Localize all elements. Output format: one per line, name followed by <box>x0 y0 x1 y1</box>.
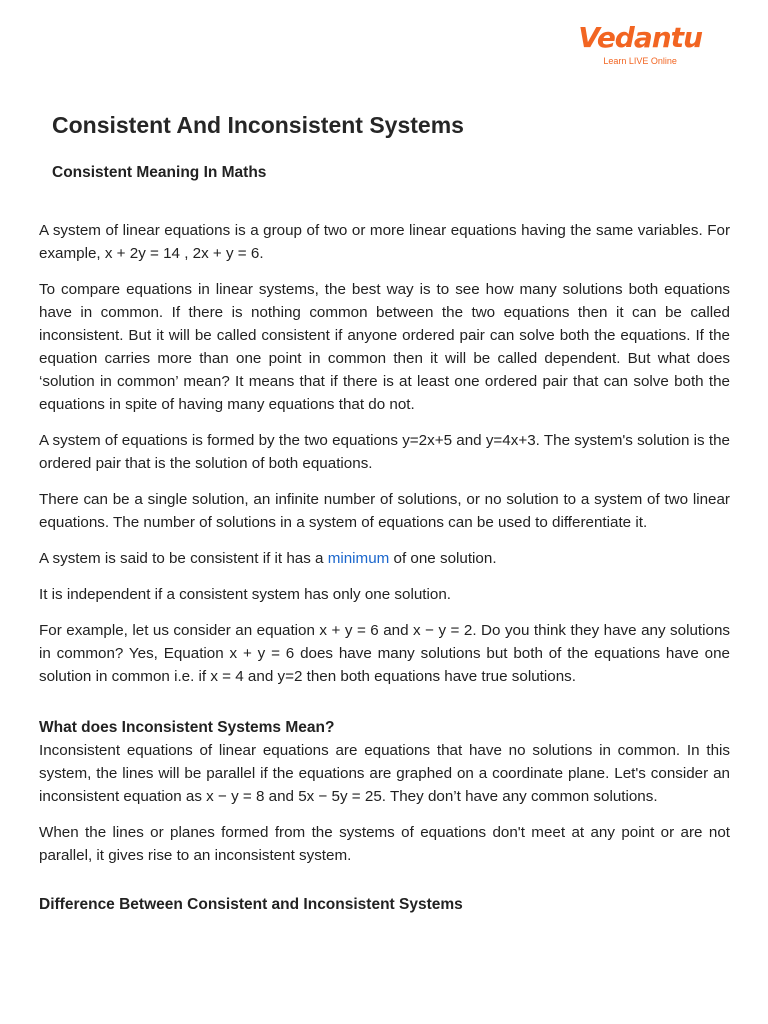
section-subtitle: Consistent Meaning In Maths <box>52 164 267 181</box>
paragraph: For example, let us consider an equation x + y = 6 and x − y = 2. Do you think they have any solutions in common? Yes, Equation x + y = 6 does have many solutions but both of the equations have one solution in common i.e. if x = 4 and y=2 then both equations have true solutions. <box>39 622 730 685</box>
paragraph: To compare equations in linear systems, the best way is to see how many solutions both equations have in common. If there is nothing common between the two equations then it can be called inconsistent. But it will be called consistent if anyone ordered pair can solve both the equations. If the equation carries more than one point in common then it will be called dependent. But what does ‘solution in common’ mean? It means that if there is at least one ordered pair that can solve both the equations in spite of having many equations that do not. <box>39 281 730 413</box>
paragraph: It is independent if a consistent system has only one solution. <box>39 586 451 603</box>
logo-wordmark: Vedantu <box>578 21 702 54</box>
page-title: Consistent And Inconsistent Systems <box>52 112 464 138</box>
section-heading-inconsistent: What does Inconsistent Systems Mean? <box>39 719 335 736</box>
vedantu-logo[interactable] <box>578 22 702 66</box>
paragraph-consistent-definition <box>39 547 730 570</box>
minimum-link[interactable]: minimum <box>327 550 390 567</box>
paragraph: A system of equations is formed by the two equations y=2x+5 and y=4x+3. The system's solution is the ordered pair that is the solution of both equations. <box>39 432 730 472</box>
paragraph: There can be a single solution, an infinite number of solutions, or no solution to a system of two linear equations. The number of solutions in a system of equations can be used to differentiate it. <box>39 491 730 531</box>
section-heading-difference: Difference Between Consistent and Inconsistent Systems <box>39 896 463 913</box>
article-body <box>39 219 730 916</box>
text: of one solution. <box>389 550 497 567</box>
paragraph: When the lines or planes formed from the systems of equations don't meet at any point or are not parallel, it gives rise to an inconsistent system. <box>39 824 730 864</box>
text: A system is said to be consistent if it has a <box>39 550 328 567</box>
paragraph: Inconsistent equations of linear equations are equations that have no solutions in common. In this system, the lines will be parallel if the equations are graphed on a coordinate plane. Let's consider an inconsistent equation as x − y = 8 and 5x − 5y = 25. They don’t have any common solutions. <box>39 742 730 805</box>
paragraph: A system of linear equations is a group of two or more linear equations having the same variables. For example, x + 2y = 14 , 2x + y = 6. <box>39 222 730 262</box>
logo-tagline: Learn LIVE Online <box>603 56 677 66</box>
